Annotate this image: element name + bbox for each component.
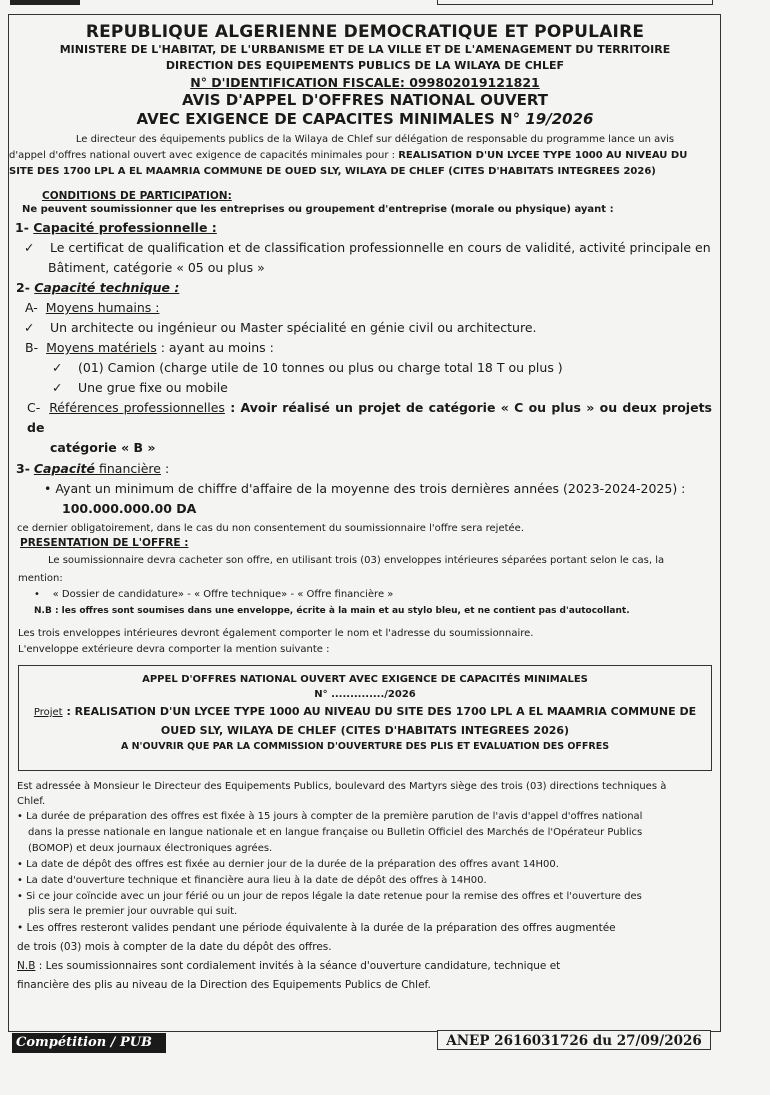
conditions-title: CONDITIONS DE PARTICIPATION:: [42, 190, 232, 202]
anep-reference-badge: ANEP 2616031726 du 27/09/2026: [437, 1030, 711, 1050]
section-1-title: Capacité professionnelle :: [33, 220, 217, 235]
sub-a-title: Moyens humains :: [45, 300, 160, 315]
notice-title-2: [18, 110, 712, 129]
sub-b-item-2-text: Une grue fixe ou mobile: [77, 380, 228, 395]
box-line-1: APPEL D'OFFRES NATIONAL OUVERT AVEC EXIGENCE DE CAPACITÉS MINIMALES: [142, 674, 588, 685]
ministry-line: MINISTERE DE L'HABITAT, DE L'URBANISME ET DE LA VILLE ET DE L'AMENAGEMENT DU TERRITOIRE: [59, 43, 671, 56]
presentation-bullet: [34, 587, 712, 603]
notice-content: [9, 22, 712, 995]
republic-title: REPUBLIQUE ALGERIENNE DEMOCRATIQUE ET POPULAIRE: [85, 22, 645, 42]
eligibility-text-value: Ne peuvent soumissionner que les entreprises ou groupement d'entreprise (morale ou physique) ayant :: [22, 204, 614, 215]
footer-bullet-1-c: (BOMOP) et deux journaux électroniques agrées.: [28, 843, 273, 854]
section-3-item-text: Ayant un minimum de chiffre d'affaire de la moyenne des trois dernières années (2023-2024-2025) :: [55, 481, 686, 496]
section-3-num: 3-: [16, 461, 30, 476]
sub-b-label: B-: [25, 340, 39, 355]
sub-c-label: C-: [27, 400, 41, 415]
presentation-nb: N.B : les offres sont soumises dans une enveloppe, écrite à la main et au stylo bleu, et ne contient pas d'autocollant.: [34, 606, 630, 616]
section-2-title: Capacité technique :: [34, 280, 180, 295]
presentation-text-b: mention:: [18, 573, 63, 584]
inner-envelope-text: Les trois enveloppes intérieures devront également comporter le nom et l'adresse du soumissionnaire.: [18, 628, 534, 639]
nb-footer-b: financière des plis au niveau de la Direction des Equipements Publics de Chlef.: [17, 979, 431, 991]
competition-pub-badge: Compétition / PUB: [12, 1033, 166, 1053]
direction-line: DIRECTION DES EQUIPEMENTS PUBLICS DE LA WILAYA DE CHLEF: [165, 59, 565, 72]
address-b: Chlef.: [17, 796, 46, 807]
bullet-icon-2: •: [34, 589, 50, 600]
sub-b-title: Moyens matériels: [46, 340, 157, 355]
address-a: Est adressée à Monsieur le Directeur des Equipements Publics, boulevard des Martyrs siège des trois (03) directions techniques à: [17, 781, 667, 792]
section-1-item: [24, 238, 712, 258]
notice-number: 19/2026: [525, 110, 594, 128]
intro-project: REALISATION D'UN LYCEE TYPE 1000 AU NIVEAU DU SITE DES 1700 LPL A EL MAAMRIA COMMUNE DE OUED SLY, WILAYA DE CHLEF (CITES D'HABITATS INTEGREES 2026): [9, 150, 688, 177]
intro-line-1: Le directeur des équipements publics de la Wilaya de Chlef sur délégation de responsable du programme lance un avis: [75, 134, 675, 145]
footer-bullet-3: • La date d'ouverture technique et financière aura lieu à la date de dépôt des offres à 14H00.: [17, 875, 487, 886]
box-project-label: Projet: [33, 707, 63, 718]
outer-envelope-text: L'enveloppe extérieure devra comporter la mention suivante :: [18, 644, 330, 655]
footer-bullet-1: • La durée de préparation des offres est fixée à 15 jours à compter de la première parution de l'avis d'appel d'offres national: [17, 811, 643, 822]
sub-a-label: A-: [25, 300, 38, 315]
sub-b-heading: [25, 338, 712, 358]
section-3-title-italic: Capacité: [33, 461, 96, 476]
sub-b-item-2: [52, 378, 712, 398]
validity-a: • Les offres resteront valides pendant une période équivalente à la durée de la préparation des offres augmentée: [17, 922, 616, 934]
footer-bullet-2: • La date de dépôt des offres est fixée au dernier jour de la durée de la préparation des offres avant 14H00.: [17, 859, 559, 870]
footer-bullet-4-b: plis sera le premier jour ouvrable qui suit.: [28, 906, 238, 917]
sub-c-text-b: catégorie « B »: [50, 440, 156, 455]
footer-bullet-4: • Si ce jour coïncide avec un jour férié ou un jour de repos légale la date retenue pour la remise des offres et l'ouverture des: [17, 891, 642, 902]
box-line-4: A N'OUVRIR QUE PAR LA COMMISSION D'OUVERTURE DES PLIS ET EVALUATION DES OFFRES: [120, 741, 610, 752]
presentation-text-a: Le soumissionnaire devra cacheter son offre, en utilisant trois (03) enveloppes intérieures séparées portant selon le cas, la: [48, 555, 665, 566]
notice-title-1: AVIS D'APPEL D'OFFRES NATIONAL OUVERT: [182, 91, 548, 109]
section-2-num: 2-: [16, 280, 30, 295]
section-2-heading: [16, 278, 712, 298]
section-3-heading: 3- Capacité financière :: [16, 461, 170, 476]
sub-b-suffix: : ayant au moins :: [156, 340, 274, 355]
sub-a-item: [24, 318, 712, 338]
section-3-title-rest: financière: [95, 461, 161, 476]
sub-c-paragraph: [27, 398, 712, 438]
box-project-b: OUED SLY, WILAYA DE CHLEF (CITES D'HABITATS INTEGREES 2026): [160, 724, 570, 737]
top-bar-left: [10, 0, 80, 5]
box-project: [23, 702, 707, 722]
validity-b: de trois (03) mois à compter de la date du dépôt des offres.: [17, 941, 332, 953]
top-bar-right: [437, 0, 713, 5]
intro-line-2: [9, 148, 712, 180]
envelope-mention-box: [18, 665, 712, 771]
footer-bullet-2-text: La date de dépôt des offres est fixée au dernier jour de la durée de la préparation des offres avant 14H00.: [26, 859, 559, 870]
footer-bullet-4-a: Si ce jour coïncide avec un jour férié ou un jour de repos légale la date retenue pour la remise des offres et l'ouverture des: [26, 891, 642, 902]
nb-footer: [17, 957, 712, 976]
sub-c-text-a: : Avoir réalisé un projet de catégorie « C ou plus » ou deux projets de: [27, 400, 712, 435]
nb-text-a: : Les soumissionnaires sont cordialement invités à la séance d'ouverture candidature, technique et: [35, 960, 561, 972]
eligibility-text: [22, 202, 712, 218]
box-project-text-a: : REALISATION D'UN LYCEE TYPE 1000 AU NIVEAU DU SITE DES 1700 LPL A EL MAAMRIA COMMUNE DE: [62, 705, 697, 718]
sub-c-title: Références professionnelles: [49, 400, 225, 415]
validity-a-text: Les offres resteront valides pendant une période équivalente à la durée de la préparation des offres augmentée: [26, 922, 616, 934]
section-3-item: [44, 479, 712, 499]
intro-plain: d'appel d'offres national ouvert avec exigence de capacités minimales pour :: [9, 150, 396, 161]
sub-a-item-text: Un architecte ou ingénieur ou Master spécialité en génie civil ou architecture.: [49, 320, 537, 335]
presentation-bullet-text: « Dossier de candidature» - « Offre technique» - « Offre financière »: [52, 589, 394, 600]
section-1-heading: [15, 218, 712, 238]
bullet-icon: •: [44, 481, 52, 496]
sub-a-heading: [25, 298, 712, 318]
nb-label: N.B: [17, 960, 36, 972]
notice-title-prefix: AVEC EXIGENCE DE CAPACITES MINIMALES N°: [136, 110, 521, 128]
footer-bullet-1-b: dans la presse nationale en langue nationale et en langue française ou Bulletin Officiel des Marchés de l'Opérateur Publics: [28, 827, 643, 838]
section-1-item-b: Bâtiment, catégorie « 05 ou plus »: [48, 260, 265, 275]
section-1-num: 1-: [15, 220, 29, 235]
sub-b-item-1: [52, 358, 712, 378]
footer-bullet-1-a: La durée de préparation des offres est fixée à 15 jours à compter de la première parution de l'avis d'appel d'offres national: [26, 811, 643, 822]
box-line-2: N° ............../2026: [314, 689, 416, 700]
conditions-title-text: CONDITIONS DE PARTICIPATION: [42, 190, 228, 202]
section-3-note: ce dernier obligatoirement, dans le cas du non consentement du soumissionnaire l'offre sera rejetée.: [17, 523, 525, 534]
section-1-item-a: Le certificat de qualification et de classification professionnelle en cours de validité, activité principale en: [49, 240, 711, 255]
footer-bullet-3-text: La date d'ouverture technique et financière aura lieu à la date de dépôt des offres à 14H00.: [26, 875, 487, 886]
fiscal-id: N° D'IDENTIFICATION FISCALE: 099802019121821: [190, 75, 540, 90]
presentation-title: PRESENTATION DE L'OFFRE :: [20, 537, 189, 549]
section-3-amount: 100.000.000.00 DA: [62, 501, 197, 516]
sub-b-item-1-text: (01) Camion (charge utile de 10 tonnes ou plus ou charge total 18 T ou plus ): [77, 360, 563, 375]
